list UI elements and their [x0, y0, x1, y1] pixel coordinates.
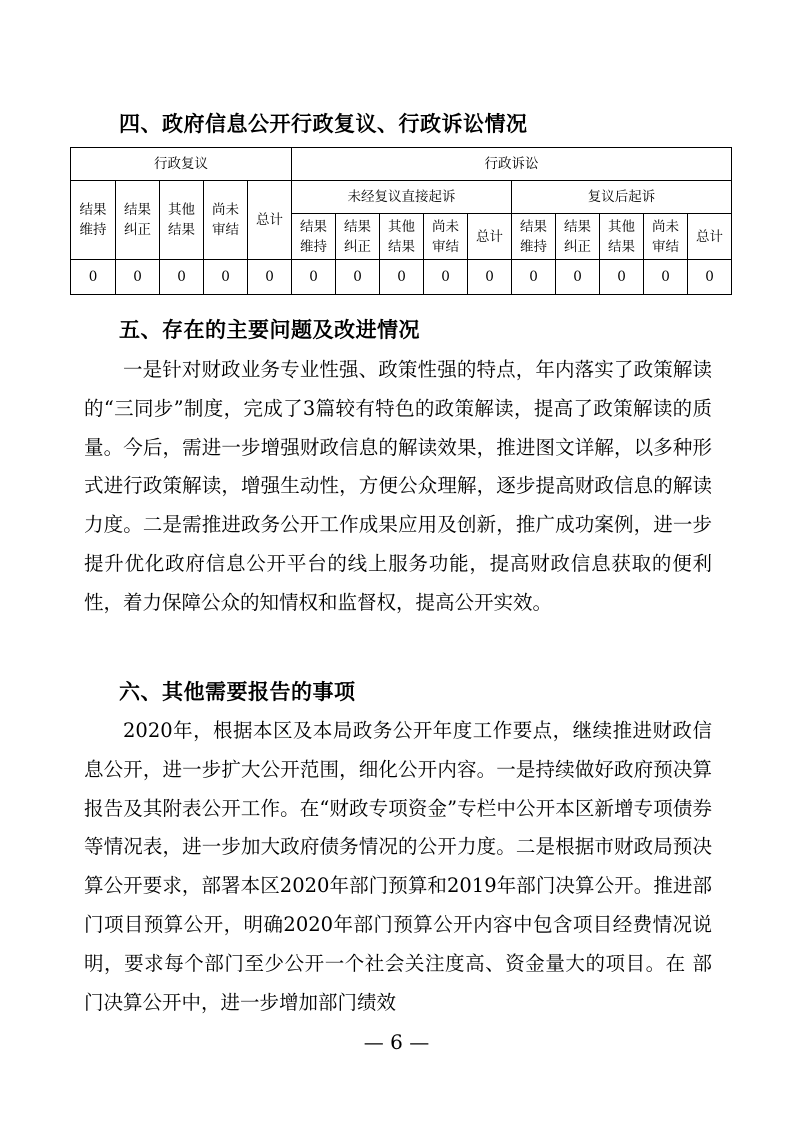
table-cell-value: 0: [600, 260, 644, 295]
table-cell-value: 0: [336, 260, 380, 295]
table-cell-value: 0: [468, 260, 512, 295]
header-direct-total: 总计: [468, 214, 512, 260]
header-direct-litigation: 未经复议直接起诉: [292, 181, 512, 214]
section-heading-review-litigation: 四、政府信息公开行政复议、行政诉讼情况: [119, 112, 528, 136]
table-cell-value: 0: [116, 260, 160, 295]
header-after-review-litigation: 复议后起诉: [512, 181, 732, 214]
section-heading-other-matters: 六、其他需要报告的事项: [119, 680, 356, 704]
table-cell-value: 0: [292, 260, 336, 295]
paragraph: 一是针对财政业务专业性强、政策性强的特点，年内落实了政策解读的“三同步”制度，完成了3篇较有特色的政策解读，提高了政策解读的质量。今后，需进一步增强财政信息的解读效果，推进图文详解，以多种形式进行政策解读，增强生动性，方便公众理解，逐步提高财政信息的解读力度。二是需推进政务公开工作成果应用及创新，推广成功案例，进一步提升优化政府信息公开平台的线上服务功能，提高财政信息获取的便利性，着力保障公众的知情权和监督权，提高公开实效。: [84, 358, 712, 614]
header-review-total: 总计: [248, 181, 292, 260]
table-cell-value: 0: [512, 260, 556, 295]
section-body-other-matters: [84, 712, 712, 1022]
header-review-corrected: 结果纠正: [116, 181, 160, 260]
header-admin-review: 行政复议: [71, 148, 292, 181]
page-number: — 6 —: [363, 1030, 430, 1054]
table-cell-value: 0: [688, 260, 732, 295]
header-review-upheld: 结果维持: [71, 181, 116, 260]
table-cell-value: 0: [71, 260, 116, 295]
table-cell-value: 0: [380, 260, 424, 295]
table-cell-value: 0: [248, 260, 292, 295]
table-cell-value: 0: [556, 260, 600, 295]
header-litigation: 行政诉讼: [292, 148, 732, 181]
header-after-pending: 尚未审结: [644, 214, 688, 260]
header-after-other: 其他结果: [600, 214, 644, 260]
header-after-upheld: 结果维持: [512, 214, 556, 260]
table-cell-value: 0: [644, 260, 688, 295]
header-direct-upheld: 结果维持: [292, 214, 336, 260]
header-direct-pending: 尚未审结: [424, 214, 468, 260]
header-review-pending: 尚未审结: [204, 181, 248, 260]
header-after-total: 总计: [688, 214, 732, 260]
section-heading-problems-improvements: 五、存在的主要问题及改进情况: [119, 318, 420, 342]
header-after-corrected: 结果纠正: [556, 214, 600, 260]
header-direct-other: 其他结果: [380, 214, 424, 260]
review-litigation-table: [70, 147, 732, 295]
table-cell-value: 0: [204, 260, 248, 295]
table-cell-value: 0: [424, 260, 468, 295]
section-body-problems-improvements: [84, 351, 712, 623]
header-direct-corrected: 结果纠正: [336, 214, 380, 260]
paragraph: 2020年，根据本区及本局政务公开年度工作要点，继续推进财政信息公开，进一步扩大公开范围，细化公开内容。一是持续做好政府预决算报告及其附表公开工作。在“财政专项资金”专栏中公开本区新增专项债券等情况表，进一步加大政府债务情况的公开力度。二是根据市财政局预决算公开要求，部署本区2020年部门预算和2019年部门决算公开。推进部门项目预算公开，明确2020年部门预算公开内容中包含项目经费情况说明，要求每个部门至少公开一个社会关注度高、资金量大的项目。在 部门决算公开中，进一步增加部门绩效: [84, 719, 712, 1014]
header-review-other: 其他结果: [160, 181, 204, 260]
table-cell-value: 0: [160, 260, 204, 295]
